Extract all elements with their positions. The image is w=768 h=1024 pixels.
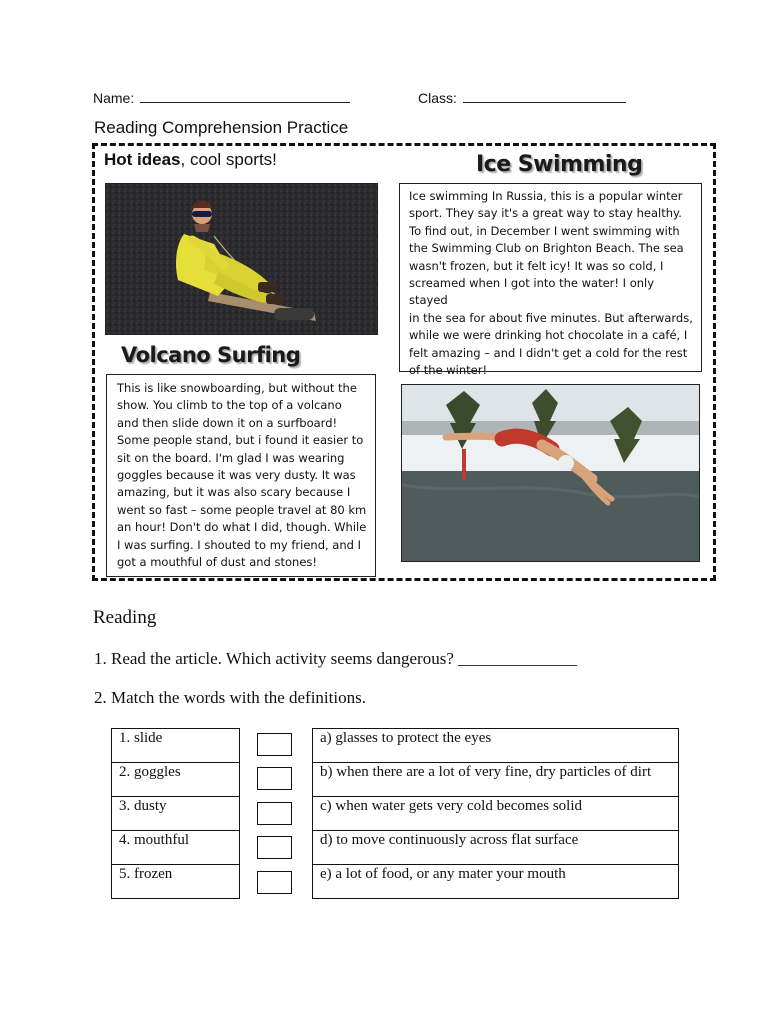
ice-text-line: wasn't frozen, but it felt icy! It was so cold, I: [409, 258, 664, 273]
word-cell: 4. mouthful: [111, 830, 240, 865]
ice-swimming-title: Ice Swimming: [476, 152, 643, 177]
reading-heading: Reading: [93, 607, 157, 628]
answer-box-4[interactable]: [257, 836, 292, 859]
definition-cell: e) a lot of food, or any mater your mouth: [312, 864, 679, 899]
volcano-text-line: show. You climb to the top of a volcano: [117, 398, 342, 413]
volcano-surfer-illustration: [106, 184, 377, 334]
ice-text-line: Ice swimming In Russia, this is a popular winter: [409, 189, 683, 203]
definition-cell: b) when there are a lot of very fine, dry particles of dirt: [312, 762, 679, 797]
question-2: 2. Match the words with the definitions.: [94, 688, 366, 707]
definition-cell: c) when water gets very cold becomes solid: [312, 796, 679, 831]
page-title: Reading Comprehension Practice: [94, 118, 349, 137]
panel-subtitle: [104, 150, 277, 170]
volcano-text-line: went so fast – some people travel at 80 km: [117, 502, 367, 517]
volcano-text-line: got a mouthful of dust and stones!: [117, 555, 317, 570]
hot-ideas-rest: , cool sports!: [180, 150, 277, 169]
class-field: [418, 88, 626, 106]
ice-text-line: felt amazing – and I didn't get a cold for the rest: [409, 345, 688, 360]
word-cell: 2. goggles: [111, 762, 240, 797]
volcano-text-line: an hour! Don't do what I did, though. While: [117, 520, 367, 535]
definition-cell: d) to move continuously across flat surface: [312, 830, 679, 865]
ice-text-line: while we were drinking hot chocolate in a café, I: [409, 328, 688, 343]
volcano-text-line: and then slide down it on a surfboard!: [117, 415, 338, 430]
volcano-surfing-text: [106, 374, 376, 577]
ice-text-line: in the sea for about five minutes. But afterwards,: [409, 310, 693, 325]
ice-swimming-text: [399, 183, 702, 378]
question-1: 1. Read the article. Which activity seems dangerous? ______________: [94, 649, 578, 668]
answer-box-2[interactable]: [257, 767, 292, 790]
ice-text-line: screamed when I got into the water! I only stayed: [409, 276, 655, 308]
ice-swimming-photo: [401, 384, 700, 562]
volcano-surfing-title: Volcano Surfing: [121, 343, 301, 367]
class-label: Class:: [418, 90, 457, 106]
volcano-text-line: This is like snowboarding, but without the: [117, 381, 357, 395]
word-cell: 5. frozen: [111, 864, 240, 899]
answer-box-1[interactable]: [257, 733, 292, 756]
class-blank-line[interactable]: [463, 88, 626, 103]
volcano-text-line: sit on the board. I'm glad I was wearing: [117, 450, 345, 465]
name-blank-line[interactable]: [140, 88, 350, 103]
hot-ideas-bold: Hot ideas: [104, 150, 181, 169]
answer-box-5[interactable]: [257, 871, 292, 894]
ice-text-line: To find out, in December I went swimming with: [409, 223, 680, 238]
ice-text-line: the Swimming Club on Brighton Beach. The sea: [409, 241, 684, 256]
answer-box-3[interactable]: [257, 802, 292, 825]
ice-text-line: sport. They say it's a great way to stay healthy.: [409, 206, 682, 221]
name-field: [93, 88, 350, 106]
volcano-surfing-photo: [105, 183, 378, 335]
name-label: Name:: [93, 90, 135, 106]
volcano-text-line: Some people stand, but i found it easier to: [117, 433, 364, 448]
word-cell: 1. slide: [111, 728, 240, 763]
volcano-text-line: amazing, but it was also scary because I: [117, 485, 351, 500]
word-cell: 3. dusty: [111, 796, 240, 831]
volcano-text-line: goggles because it was very dusty. It was: [117, 468, 356, 483]
definition-cell: a) glasses to protect the eyes: [312, 728, 679, 763]
ice-text-line: of the winter!: [409, 363, 488, 378]
volcano-text-line: I was surfing. I shouted to my friend, and I: [117, 537, 361, 552]
ice-swimmer-illustration: [402, 385, 699, 561]
